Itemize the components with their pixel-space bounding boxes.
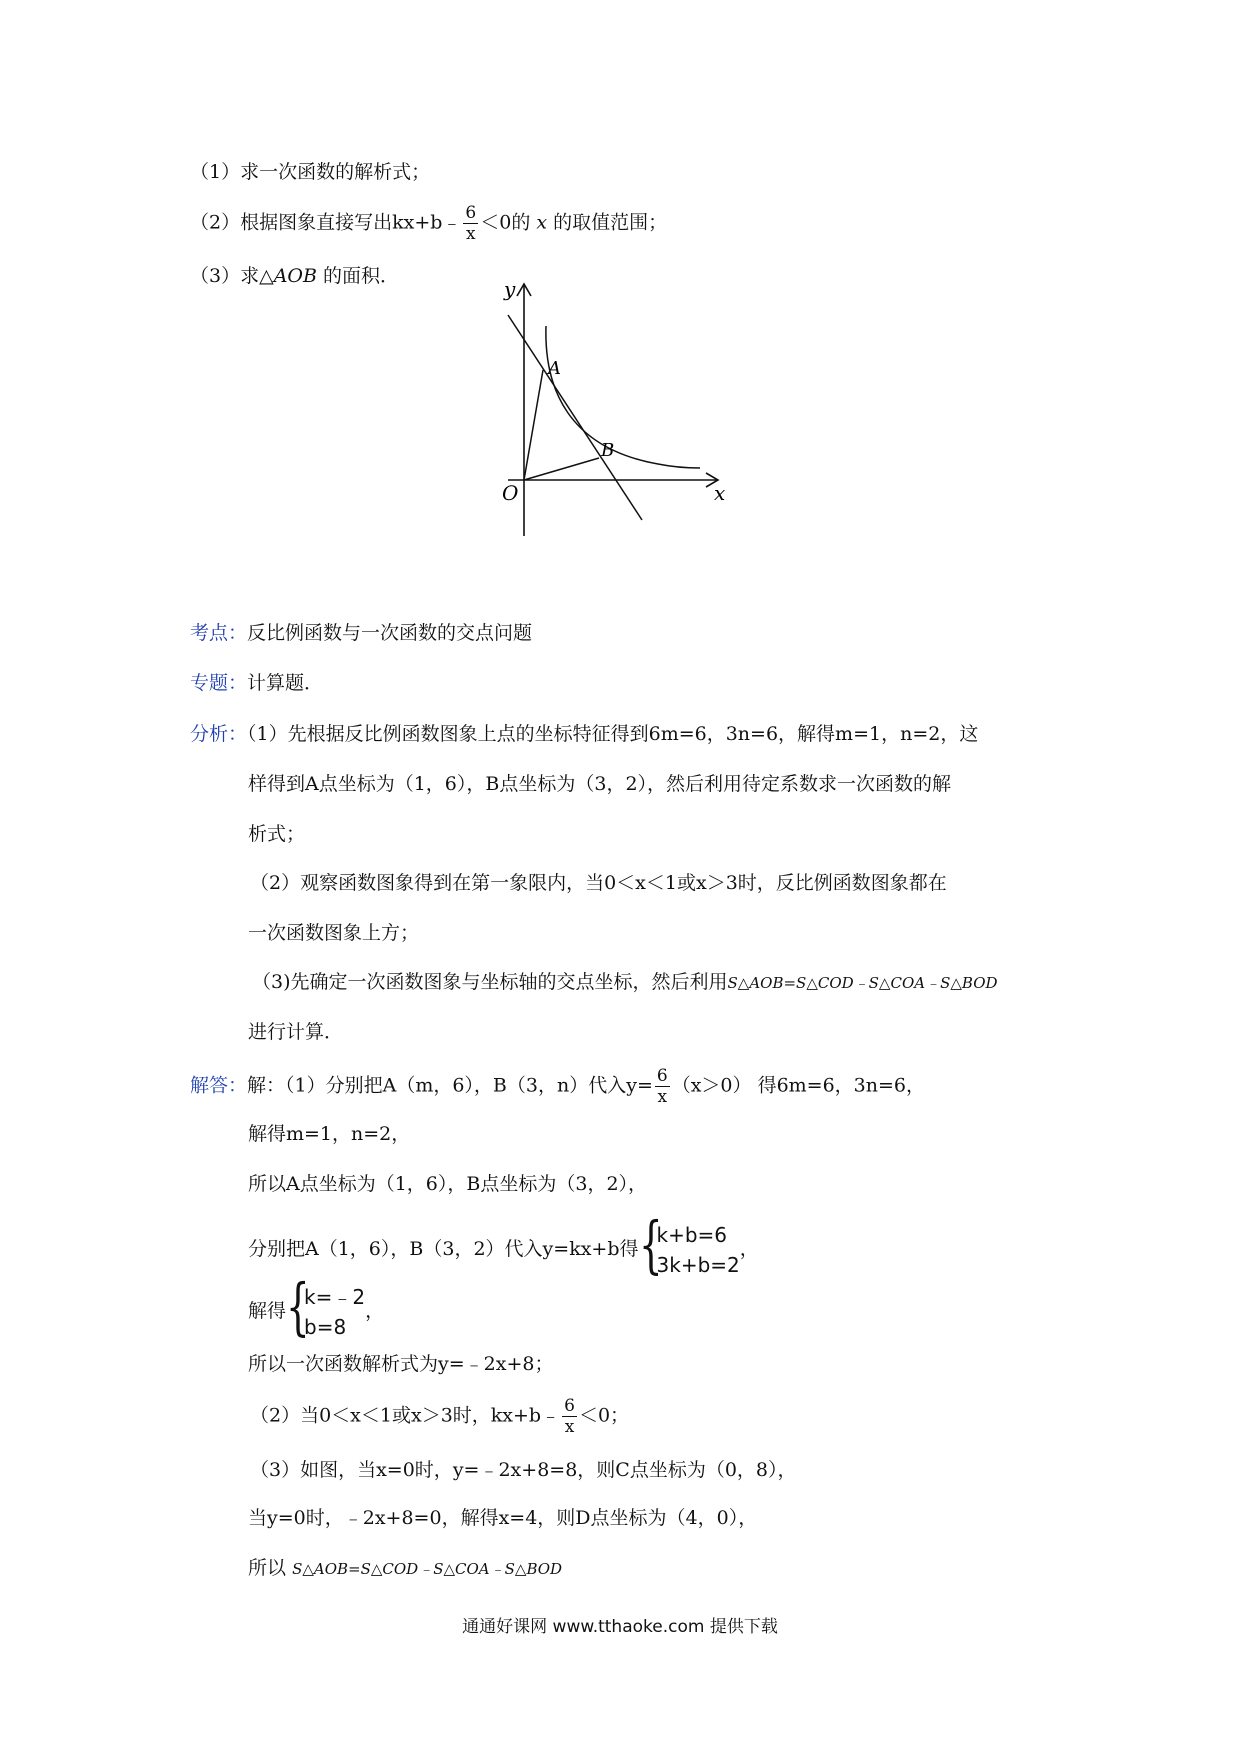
fenxi-line-3: 析式； bbox=[248, 823, 306, 845]
fenxi-label: 分析： bbox=[190, 723, 248, 745]
linear-function-line bbox=[508, 315, 642, 520]
question-1: （1）求一次函数的解析式； bbox=[190, 161, 431, 183]
jieda-line-2: 解得m=1，n=2， bbox=[248, 1123, 411, 1145]
kaodian-text: 反比例函数与一次函数的交点问题 bbox=[247, 622, 533, 644]
kaodian-label: 考点： bbox=[190, 622, 248, 644]
jieda-line-6: 所以一次函数解析式为y=﹣2x+8； bbox=[248, 1353, 554, 1375]
zhuanti-label: 专题： bbox=[190, 672, 248, 694]
fraction-6-over-x: $\frac{6}{x}$ bbox=[656, 1066, 668, 1107]
jieda-label: 解答： bbox=[190, 1074, 248, 1097]
fenxi-line-1: （1）先根据反比例函数图象上点的坐标特征得到6m=6，3n=6，解得m=1，n=2，这 bbox=[247, 723, 979, 745]
zhuanti-row bbox=[190, 669, 323, 697]
fenxi-line-4: （2）观察函数图象得到在第一象限内，当0＜x＜1或x＞3时，反比例函数图象都在 bbox=[250, 872, 947, 894]
zhuanti-text: 计算题． bbox=[247, 672, 324, 694]
area-formula: S△AOB=S△COD﹣S△COA﹣S△BOD bbox=[292, 1560, 563, 1578]
jieda-line-9: 当y=0时，﹣2x+8=0，解得x=4，则D点坐标为（4，0）， bbox=[248, 1507, 758, 1529]
equation-system-2: { k=﹣2 b=8 bbox=[286, 1270, 366, 1343]
point-B-label: B bbox=[601, 440, 615, 461]
page-footer: 通通好课网 www.tthaoke.com 提供下载 bbox=[462, 1617, 778, 1637]
question-2-var: x bbox=[536, 211, 548, 234]
hyperbola-curve bbox=[546, 326, 700, 468]
fenxi-line-2: 样得到A点坐标为（1，6），B点坐标为（3，2），然后利用待定系数求一次函数的解 bbox=[248, 773, 952, 795]
area-formula: S△AOB=S△COD﹣S△COA﹣S△BOD bbox=[727, 974, 998, 992]
function-graph bbox=[488, 278, 748, 548]
equation-system-1: { k+b=6 3k+b=2 bbox=[638, 1208, 740, 1281]
fenxi-line-7: 进行计算． bbox=[248, 1021, 344, 1043]
origin-label: O bbox=[502, 481, 519, 505]
question-3: （3）求△AOB 的面积． bbox=[190, 265, 400, 287]
question-2-end: 的取值范围； bbox=[553, 211, 668, 234]
fenxi-row bbox=[190, 720, 978, 748]
fraction-6-over-x: $\frac{6}{x}$ bbox=[465, 203, 477, 244]
jieda-line-5: 解得 { k=﹣2 b=8 ， bbox=[248, 1270, 385, 1343]
point-A-label: A bbox=[548, 358, 561, 379]
jieda-line-7: （2）当0＜x＜1或x＞3时，kx+b﹣ $\frac{6}{x}$ ＜0； bbox=[250, 1396, 630, 1437]
jieda-row: 解答：解：（1）分别把A（m，6），B（3，n）代入y= $\frac{6}{x}$ （x＞0） 得6m=6，3n=6， bbox=[190, 1066, 926, 1107]
jieda-line-10: 所以 S△AOB=S△COD﹣S△COA﹣S△BOD bbox=[248, 1557, 563, 1579]
kaodian-row bbox=[190, 619, 532, 647]
jieda-line-8: （3）如图，当x=0时，y=﹣2x+8=8，则C点坐标为（0，8）， bbox=[250, 1459, 797, 1481]
question-2 bbox=[190, 203, 667, 244]
segment-OB bbox=[524, 458, 599, 480]
question-2-prefix: （2）根据图象直接写出kx+b﹣ bbox=[190, 211, 462, 234]
fraction-6-over-x: $\frac{6}{x}$ bbox=[564, 1396, 575, 1437]
fenxi-line-5: 一次函数图象上方； bbox=[248, 922, 420, 944]
fenxi-line-6: （3)先确定一次函数图象与坐标轴的交点坐标，然后利用S△AOB=S△COD﹣S△COA﹣S△BOD bbox=[252, 971, 998, 993]
question-2-ineq: ＜0的 bbox=[480, 211, 531, 234]
segment-OA bbox=[524, 370, 543, 480]
y-axis-label: y bbox=[504, 278, 516, 301]
jieda-line-3: 所以A点坐标为（1，6），B点坐标为（3，2）， bbox=[248, 1173, 648, 1195]
jieda-line-4: 分别把A（1，6），B（3，2）代入y=kx+b得 { k+b=6 3k+b=2 ， bbox=[248, 1208, 759, 1281]
x-axis-label: x bbox=[714, 481, 726, 505]
